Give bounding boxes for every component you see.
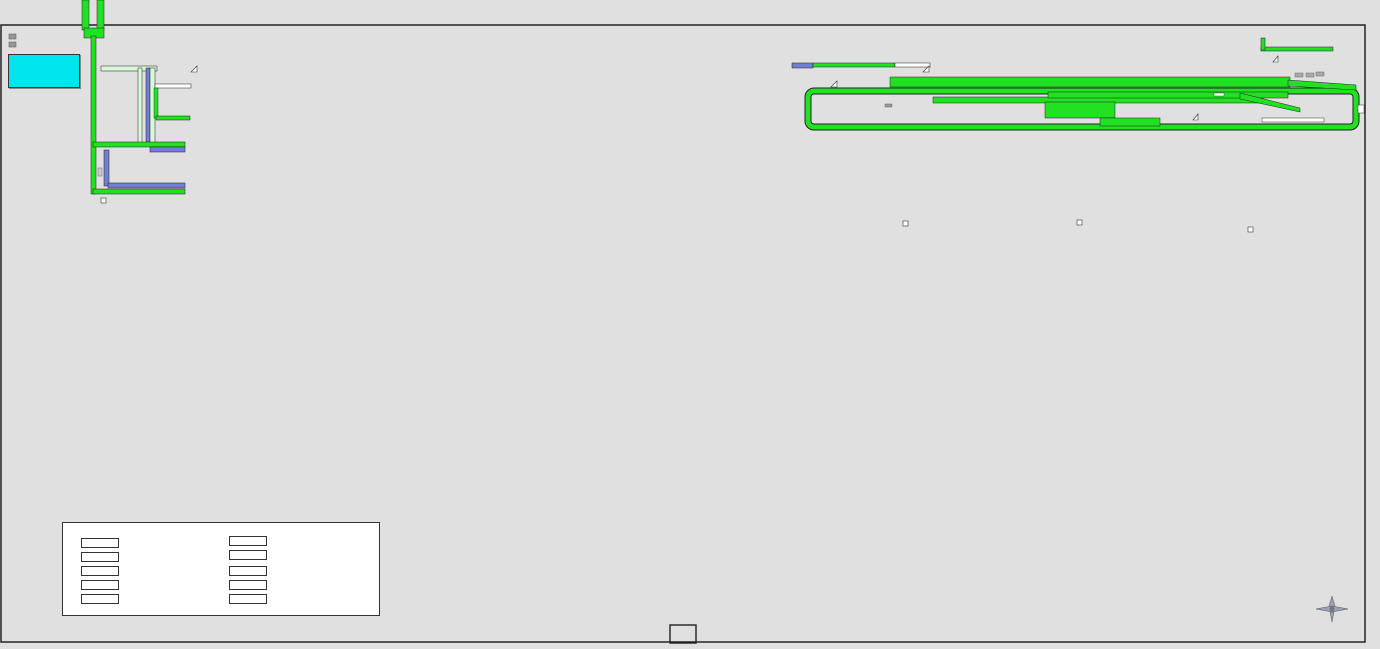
legend-item-full-unavailable: [81, 579, 123, 591]
legend-item-running: [229, 535, 271, 547]
legend-item-bad-quality: [229, 579, 271, 591]
legend-item-jam: [81, 565, 123, 577]
legend-swatch: [81, 594, 119, 604]
legend-swatch: [229, 566, 267, 576]
center-dock-door: [670, 625, 696, 643]
legend-swatch: [81, 566, 119, 576]
color-legend: [62, 522, 380, 616]
compass-rose: [1316, 596, 1348, 622]
air-compressor-data-button[interactable]: [8, 54, 80, 88]
legend-swatch: [81, 552, 119, 562]
right-conveyor-cluster[interactable]: [792, 38, 1364, 232]
legend-item-non-powered: [229, 593, 271, 605]
legend-item-anti-gridlock: [81, 593, 123, 605]
left-conveyor-cluster[interactable]: [82, 0, 197, 203]
legend-item-estop: [81, 537, 123, 549]
legend-swatch: [229, 536, 267, 546]
legend-swatch: [229, 594, 267, 604]
legend-swatch: [81, 580, 119, 590]
legend-swatch: [229, 550, 267, 560]
legend-item-unit-enabled: [229, 549, 271, 561]
legend-item-not-running: [229, 565, 271, 577]
legend-swatch: [81, 538, 119, 548]
legend-swatch: [229, 580, 267, 590]
legend-item-partially-full: [81, 551, 123, 563]
